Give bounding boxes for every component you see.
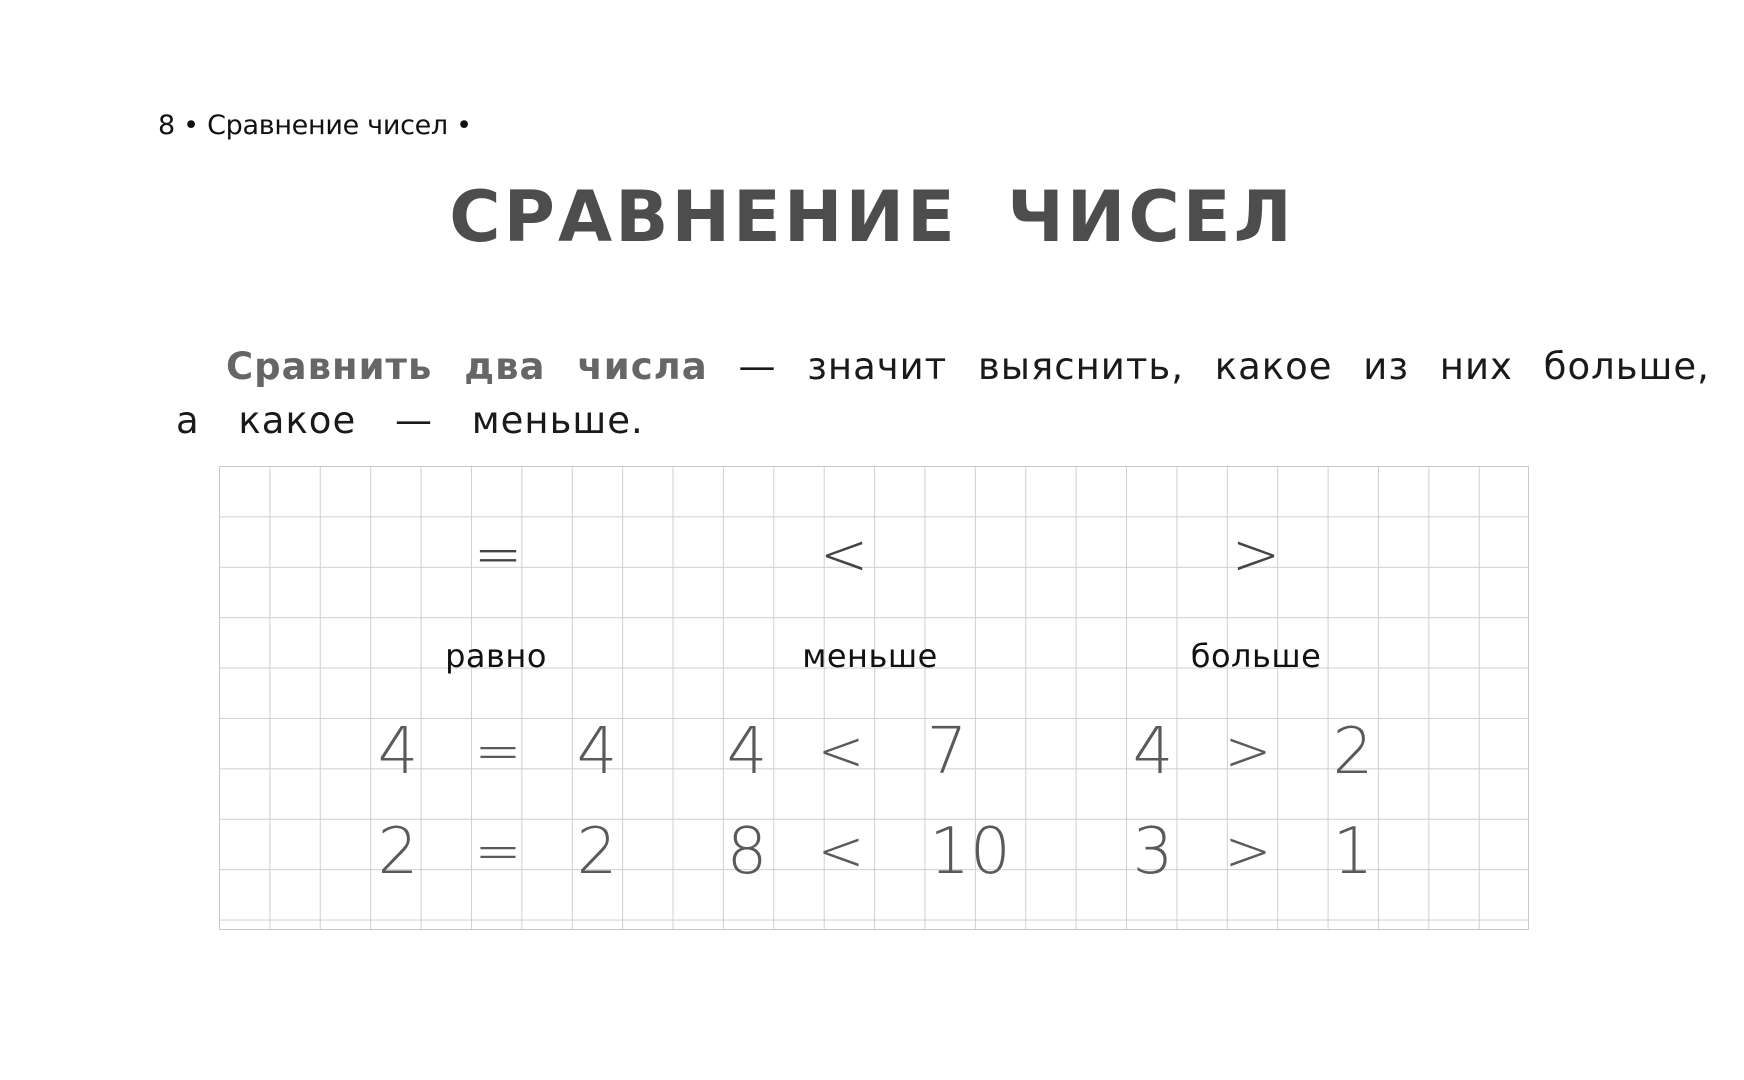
definition-term: Сравнить два числа bbox=[226, 345, 708, 388]
definition-rest: — значит выяснить, какое из них больше, bbox=[707, 345, 1710, 388]
example-equal-2-op: = bbox=[474, 819, 522, 884]
squared-paper-grid bbox=[219, 466, 1529, 930]
example-equal-1-left: 4 bbox=[377, 715, 419, 789]
running-head: 8 • Сравнение чисел • bbox=[158, 110, 472, 141]
example-greater-2-left: 3 bbox=[1132, 815, 1174, 889]
example-greater-1-right: 2 bbox=[1332, 715, 1374, 789]
example-equal-1-op: = bbox=[474, 719, 522, 784]
example-less-2-right: 10 bbox=[929, 815, 1011, 889]
definition-paragraph bbox=[176, 340, 1710, 448]
equals-label: равно bbox=[445, 637, 547, 675]
example-greater-2-op: > bbox=[1224, 819, 1272, 884]
example-less-1-right: 7 bbox=[926, 715, 968, 789]
equals-sign: = bbox=[473, 520, 523, 588]
example-less-1-left: 4 bbox=[726, 715, 768, 789]
page-title: СРАВНЕНИЕ ЧИСЕЛ bbox=[449, 176, 1295, 258]
example-less-1-op: < bbox=[817, 719, 865, 784]
example-greater-1-left: 4 bbox=[1132, 715, 1174, 789]
example-equal-2-left: 2 bbox=[377, 815, 419, 889]
definition-line-1 bbox=[176, 340, 1710, 394]
less-than-label: меньше bbox=[802, 637, 938, 675]
greater-than-label: больше bbox=[1190, 637, 1322, 675]
example-greater-1-op: > bbox=[1224, 719, 1272, 784]
example-greater-2-right: 1 bbox=[1332, 815, 1374, 889]
greater-than-sign: > bbox=[1231, 520, 1281, 588]
example-equal-2-right: 2 bbox=[576, 815, 618, 889]
definition-line-2: а какое — меньше. bbox=[176, 399, 644, 442]
less-than-sign: < bbox=[819, 520, 869, 588]
example-equal-1-right: 4 bbox=[576, 715, 618, 789]
example-less-2-left: 8 bbox=[726, 815, 768, 889]
example-less-2-op: < bbox=[817, 819, 865, 884]
